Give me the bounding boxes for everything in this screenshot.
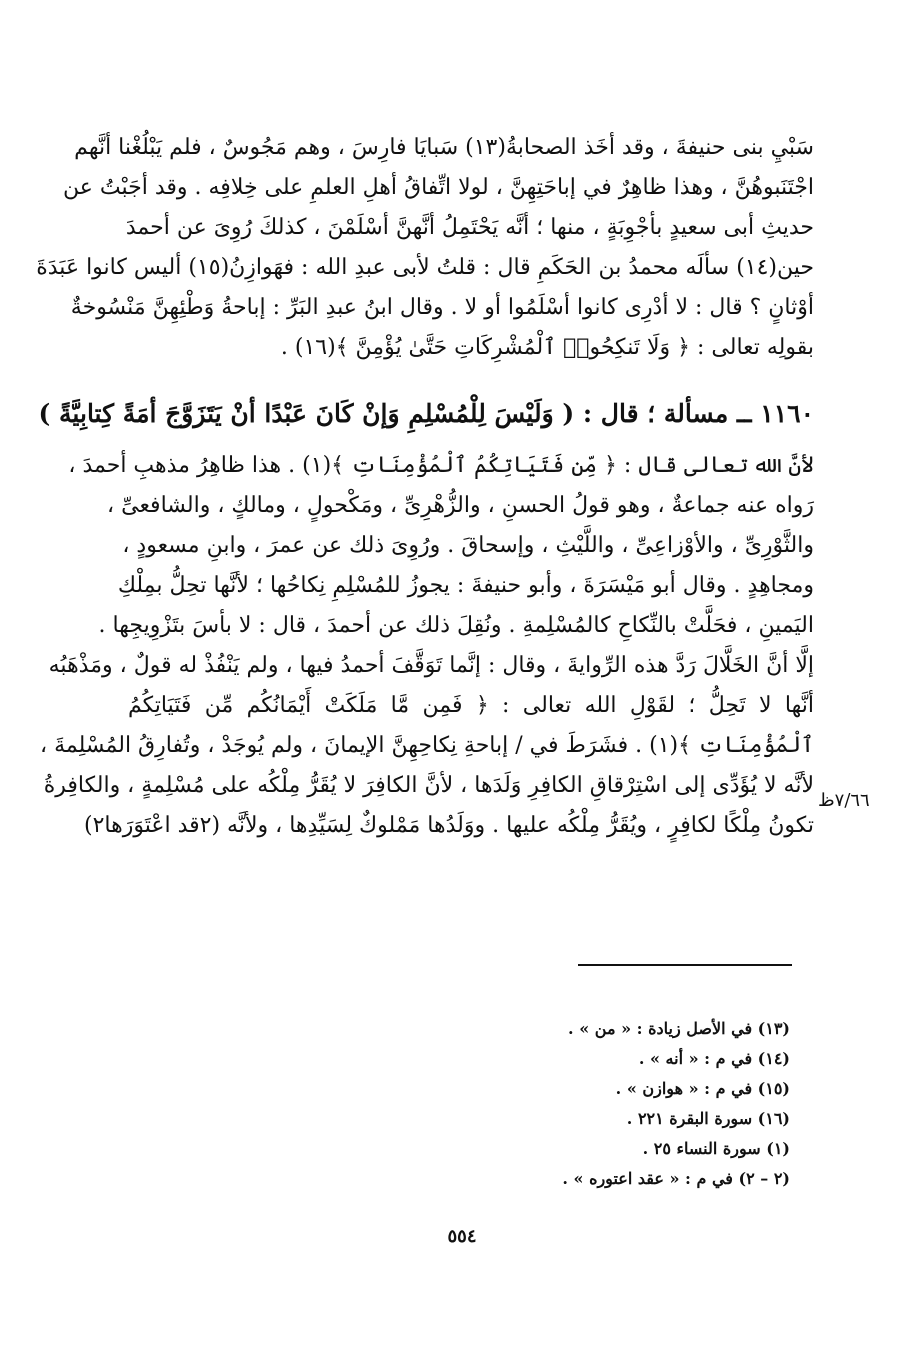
text-line: بقولِه تعالى : ﴿ وَلَا تَنكِحُوا۟ ٱلْمُشْرِكَاتِ حَتَّىٰ يُؤْمِنَّ ﴾(١٦) . bbox=[280, 335, 814, 360]
footnote-item: (١٣) في الأصل زيادة : « من » . bbox=[568, 1019, 790, 1038]
footnote-item: (٢ – ٢) في م : « عقد اعتوره » . bbox=[562, 1169, 790, 1188]
text-line: لأنَّ الله تعالى قال : ﴿ مِّن فَتَيَاتِكُمُ ٱلْمُؤْمِنَاتِ ﴾(١) . هذا ظاهِرُ مذهبِ أحمدَ ، bbox=[68, 453, 814, 478]
main-text bbox=[36, 128, 814, 846]
text-line: ٱلْمُؤْمِنَاتِ ﴾(١) . فشَرَطَ في / إباحةِ نِكاحِهِنَّ الإيمانَ ، ولم يُوجَدْ ، وتُفارِقُ المُسْلِمةَ ، bbox=[40, 733, 814, 758]
manuscript-folio-note: ٧/٦٦ظ bbox=[818, 790, 870, 811]
footnote-item: (١) سورة النساء ٢٥ . bbox=[642, 1139, 790, 1158]
text-line: رَواه عنه جماعةٌ ، وهو قولُ الحسنِ ، والزُّهْرِىِّ ، ومَكْحولٍ ، ومالكٍ ، والشافعىِّ ، bbox=[107, 493, 814, 518]
spacer bbox=[128, 368, 814, 382]
footnote-item: (١٦) سورة البقرة ٢٢١ . bbox=[626, 1109, 790, 1128]
text-line: لأنَّه لا يُؤَدِّى إلى اسْتِرْقاقِ الكافِرِ وَلَدَها ، لأنَّ الكافِرَ لا يُقَرُّ مِلْكُه على مُسْلِمةٍ ، والكافِرةُ bbox=[43, 773, 814, 798]
footnote-item: (١٥) في م : « هوازن » . bbox=[615, 1079, 790, 1098]
footnote-divider bbox=[578, 964, 792, 966]
text-line: حين(١٤) سألَه محمدُ بن الحَكَمِ قال : قلتُ لأبى عبدِ الله : فهَوازِنُ(١٥) أليس كانوا عَبَدَةَ bbox=[36, 255, 814, 280]
text-line: والثَّوْرِىِّ ، والأوْزاعِىِّ ، واللَّيْثِ ، وإسحاقَ . ورُوِىَ ذلك عن عمرَ ، وابنِ مسعودٍ ، bbox=[122, 533, 814, 558]
footnote-item: (١٤) في م : « أنه » . bbox=[638, 1049, 790, 1068]
text-line: سَبْيِ بنى حنيفةَ ، وقد أخَذ الصحابةُ(١٣) سَبايَا فارِسَ ، وهم مَجُوسٌ ، فلم يَبْلُغْنا أنَّهم bbox=[74, 135, 814, 160]
text-line: اليَمينِ ، فحَلَّتْ بالنِّكاحِ كالمُسْلِمةِ . ونُقِلَ ذلك عن أحمدَ ، قال : لا بأسَ بتَزْوِيجِها . bbox=[98, 613, 814, 638]
text-line: إلَّا أنَّ الخَلَّالَ رَدَّ هذه الرِّوايةَ ، وقال : إنَّما تَوَقَّفَ أحمدُ فيها ، ولم يَنْفُذْ له قولٌ ، ومَذْهَبُه bbox=[48, 653, 814, 678]
text-line: حديثِ أبى سعيدٍ بأجْوِبَةٍ ، منها ؛ أنَّه يَحْتَمِلُ أنَّهنَّ أسْلَمْنَ ، كذلكَ رُوِىَ عن أحمدَ bbox=[125, 215, 814, 240]
text-line: أنَّها لا تَحِلُّ ؛ لقَوْلِ الله تعالى : ﴿ فَمِن مَّا مَلَكَتْ أَيْمَانُكُم مِّن فَتَيَاتِكُمُ bbox=[128, 693, 814, 718]
text-line: أوْثانٍ ؟ قال : لا أدْرِى كانوا أسْلَمُوا أو لا . وقال ابنُ عبدِ البَرِّ : إباحةُ وَطْئِهِنَّ مَنْسُوخةٌ bbox=[70, 295, 814, 320]
footnotes bbox=[470, 1014, 790, 1194]
text-line: تكونُ مِلْكًا لكافِرٍ ، ويُقَرُّ مِلْكُه عليها . ووَلَدُها مَمْلوكٌ لِسَيِّدِها ، ولأنَّه (٢قد اعْتَوَرَها٢) bbox=[83, 813, 814, 838]
text-line: اجْتَنَبوهُنَّ ، وهذا ظاهِرٌ في إباحَتِهِنَّ ، لولا اتِّفاقُ أهلِ العلمِ على خِلافِه . وقد أجَبْتُ عن bbox=[63, 175, 814, 200]
mas-ala-heading: ١١٦٠ ــ مسألة ؛ قال : ( وَلَيْسَ لِلْمُسْلِمِ وَإنْ كَانَ عَبْدًا أنْ يَتَزَوَّجَ أمَةً كِتابِيَّةً ) bbox=[38, 399, 814, 428]
page-number: ٥٥٤ bbox=[447, 1226, 477, 1247]
text-line: ومجاهِدٍ . وقال أبو مَيْسَرَةَ ، وأبو حنيفةَ : يجوزُ للمُسْلِمِ نِكاحُها ؛ لأنَّها تحِلُّ بمِلْكِ bbox=[117, 573, 814, 598]
